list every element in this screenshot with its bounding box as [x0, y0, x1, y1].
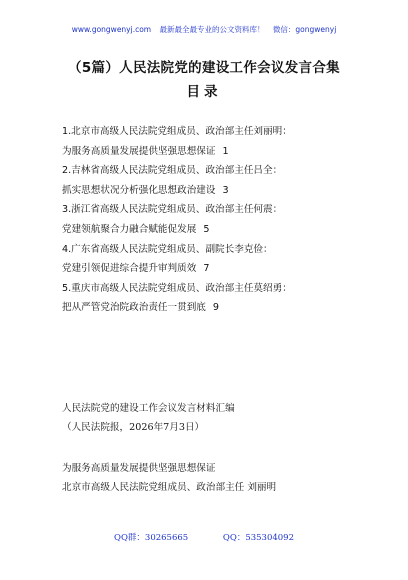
qq-group: QQ群：30265665 — [113, 533, 189, 543]
wechat-id: 微信：gongwenyj — [272, 25, 337, 34]
toc-speaker: 吉林省高级人民法院党组成员、政治部主任吕全： — [71, 165, 283, 177]
article-heading: 为服务高质量发展提供坚强思想保证 — [62, 463, 216, 474]
toc-page-number: 1 — [222, 145, 229, 157]
toc-number: 2. — [62, 165, 72, 177]
toc-page-number: 3 — [222, 184, 229, 196]
toc-entry-3[interactable] — [62, 200, 382, 239]
compilation-info — [62, 399, 382, 437]
footer-bar — [0, 531, 408, 543]
toc-speaker: 广东省高级人民法院党组成员、副院长李克俭： — [71, 243, 273, 255]
toc-entry-2[interactable] — [62, 161, 382, 200]
article-start — [62, 459, 382, 497]
toc-speaker: 北京市高级人民法院党组成员、政治部主任刘丽明： — [71, 126, 292, 137]
toc-number: 4. — [62, 243, 72, 255]
toc-speaker: 重庆市高级人民法院党组成员、政治部主任莫绍勇： — [71, 282, 292, 294]
toc-page-number: 5 — [203, 223, 210, 235]
toc-heading: 目录 — [186, 84, 222, 100]
toc-number: 3. — [62, 204, 72, 216]
compilation-source: （人民法院报，2026年7月3日） — [62, 422, 205, 433]
website-link[interactable]: www.gongwenyj.com — [71, 25, 152, 34]
compilation-title: 人民法院党的建设工作会议发言材料汇编 — [62, 403, 235, 414]
toc-topic: 党建引领促进综合提升审判质效 — [62, 263, 197, 275]
toc-entry-4[interactable] — [62, 240, 382, 279]
toc-page-number: 7 — [203, 263, 210, 275]
header-slogan: 最新最全最专业的公文资料库！ — [159, 25, 265, 34]
toc-topic: 党建领航聚合力融合赋能促发展 — [62, 223, 197, 235]
qq-contact: QQ：535304092 — [222, 533, 294, 543]
toc-speaker: 浙江省高级人民法院党组成员、政治部主任何震： — [71, 204, 283, 216]
header-bar — [0, 24, 408, 35]
toc-topic: 把从严管党治院政治责任一贯到底 — [62, 302, 206, 314]
document-title: （5篇）人民法院党的建设工作会议发言合集 — [68, 60, 340, 76]
table-of-contents — [62, 122, 382, 318]
toc-number: 1. — [62, 126, 72, 137]
article-byline: 北京市高级人民法院党组成员、政治部主任 刘丽明 — [62, 482, 277, 493]
toc-entry-1[interactable] — [62, 122, 382, 161]
toc-page-number: 9 — [212, 302, 220, 314]
toc-topic: 抓实思想状况分析强化思想政治建设 — [62, 184, 216, 196]
toc-topic: 为服务高质量发展提供坚强思想保证 — [62, 145, 216, 157]
toc-number: 5. — [62, 282, 72, 294]
toc-entry-5[interactable] — [62, 279, 382, 318]
